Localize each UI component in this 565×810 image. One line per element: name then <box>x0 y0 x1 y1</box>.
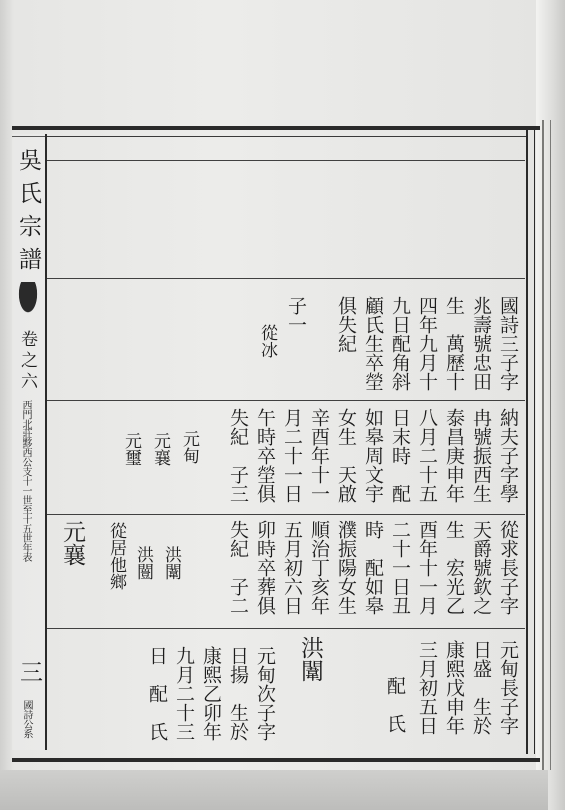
entry-line: 二十一日丑 <box>389 520 411 615</box>
row-divider <box>45 278 525 279</box>
entry-line: 元甸長子字 <box>497 640 519 735</box>
entry-line: 從居他鄉 <box>106 522 126 590</box>
entry-line: 生 宏光乙 <box>443 520 465 615</box>
entry-line: 失紀 子三 <box>227 408 249 503</box>
page-bottom-margin <box>0 770 548 810</box>
row-divider <box>45 514 525 515</box>
entry-line: 女生 天啟 <box>335 408 357 503</box>
entry-line: 日盛 生於 <box>470 640 492 735</box>
generation-heading: 元襄 <box>59 520 85 566</box>
entry-line: 順治丁亥年 <box>308 520 330 615</box>
entry-line: 天爵號欽之 <box>470 520 492 615</box>
entry-line: 三月初五日 <box>416 640 438 735</box>
entry-line: 日末時 配 <box>389 408 411 503</box>
entry-line: 冉號振西生 <box>470 408 492 503</box>
entry-line: 兆壽號忠田 <box>470 296 492 391</box>
entry-line: 洪闈 <box>161 546 181 580</box>
entry-line: 元甸次子字 <box>254 646 276 741</box>
entry-line: 辛酉年十一 <box>308 408 330 503</box>
entry-line: 失紀 子二 <box>227 520 249 615</box>
entry-line: 洪闓 <box>133 546 153 580</box>
entry-line: 從求長子字 <box>497 520 519 615</box>
entry-line: 俱失紀 <box>335 296 357 353</box>
entry-line: 九月二十三 <box>173 646 195 741</box>
entry-line: 康熙戊申年 <box>443 640 465 735</box>
entry-line: 元璽 <box>121 432 141 466</box>
entry-line: 日 配 氏 <box>146 646 168 741</box>
spine-volume: 卷之六 <box>17 330 37 393</box>
spine-folio: 三 <box>16 660 42 683</box>
entry-line: 元襄 <box>150 432 170 466</box>
frame-inner-line <box>12 136 526 137</box>
entry-line: 五月初六日 <box>281 520 303 615</box>
entry-line: 泰昌庚申年 <box>443 408 465 503</box>
spine-title: 吳氏宗譜 <box>15 148 41 280</box>
entry-line: 子一 <box>285 296 307 334</box>
spine-section: 西門北莊黟西公支十一世至十五世年表 <box>20 400 31 562</box>
entry-line: 午時卒塋俱 <box>254 408 276 503</box>
entry-line: 卯時卒葬俱 <box>254 520 276 615</box>
fish-tail-mark <box>14 282 42 322</box>
entry-line: 日揚 生於 <box>227 646 249 741</box>
entry-line: 生 萬歷十 <box>443 296 465 391</box>
frame-right-border <box>526 128 535 754</box>
entry-line: 如皋周文宇 <box>362 408 384 503</box>
adjacent-page-edge <box>536 0 565 810</box>
entry-line: 酉年十一月 <box>416 520 438 615</box>
entry-line: 九日配角斜 <box>389 296 411 391</box>
row-divider <box>45 400 525 401</box>
entry-line: 從冰 <box>257 324 277 358</box>
row-divider <box>45 628 525 629</box>
entry-line: 國詩三子字 <box>497 296 519 391</box>
entry-line: 配 氏 <box>384 676 406 733</box>
entry-line: 康熙乙卯年 <box>200 646 222 741</box>
entry-line: 四年九月十 <box>416 296 438 391</box>
entry-line: 時 配如皋 <box>362 520 384 615</box>
entry-line: 元甸 <box>179 430 199 464</box>
spine-footer: 國詩公系 <box>21 700 32 738</box>
entry-line: 濮振陽女生 <box>335 520 357 615</box>
row-divider <box>45 160 525 161</box>
entry-line: 顧氏生卒塋 <box>362 296 384 391</box>
entry-line: 八月二十五 <box>416 408 438 503</box>
entry-line: 月二十一日 <box>281 408 303 503</box>
entry-line: 納夫子字學 <box>497 408 519 503</box>
generation-heading: 洪闈 <box>297 636 323 682</box>
